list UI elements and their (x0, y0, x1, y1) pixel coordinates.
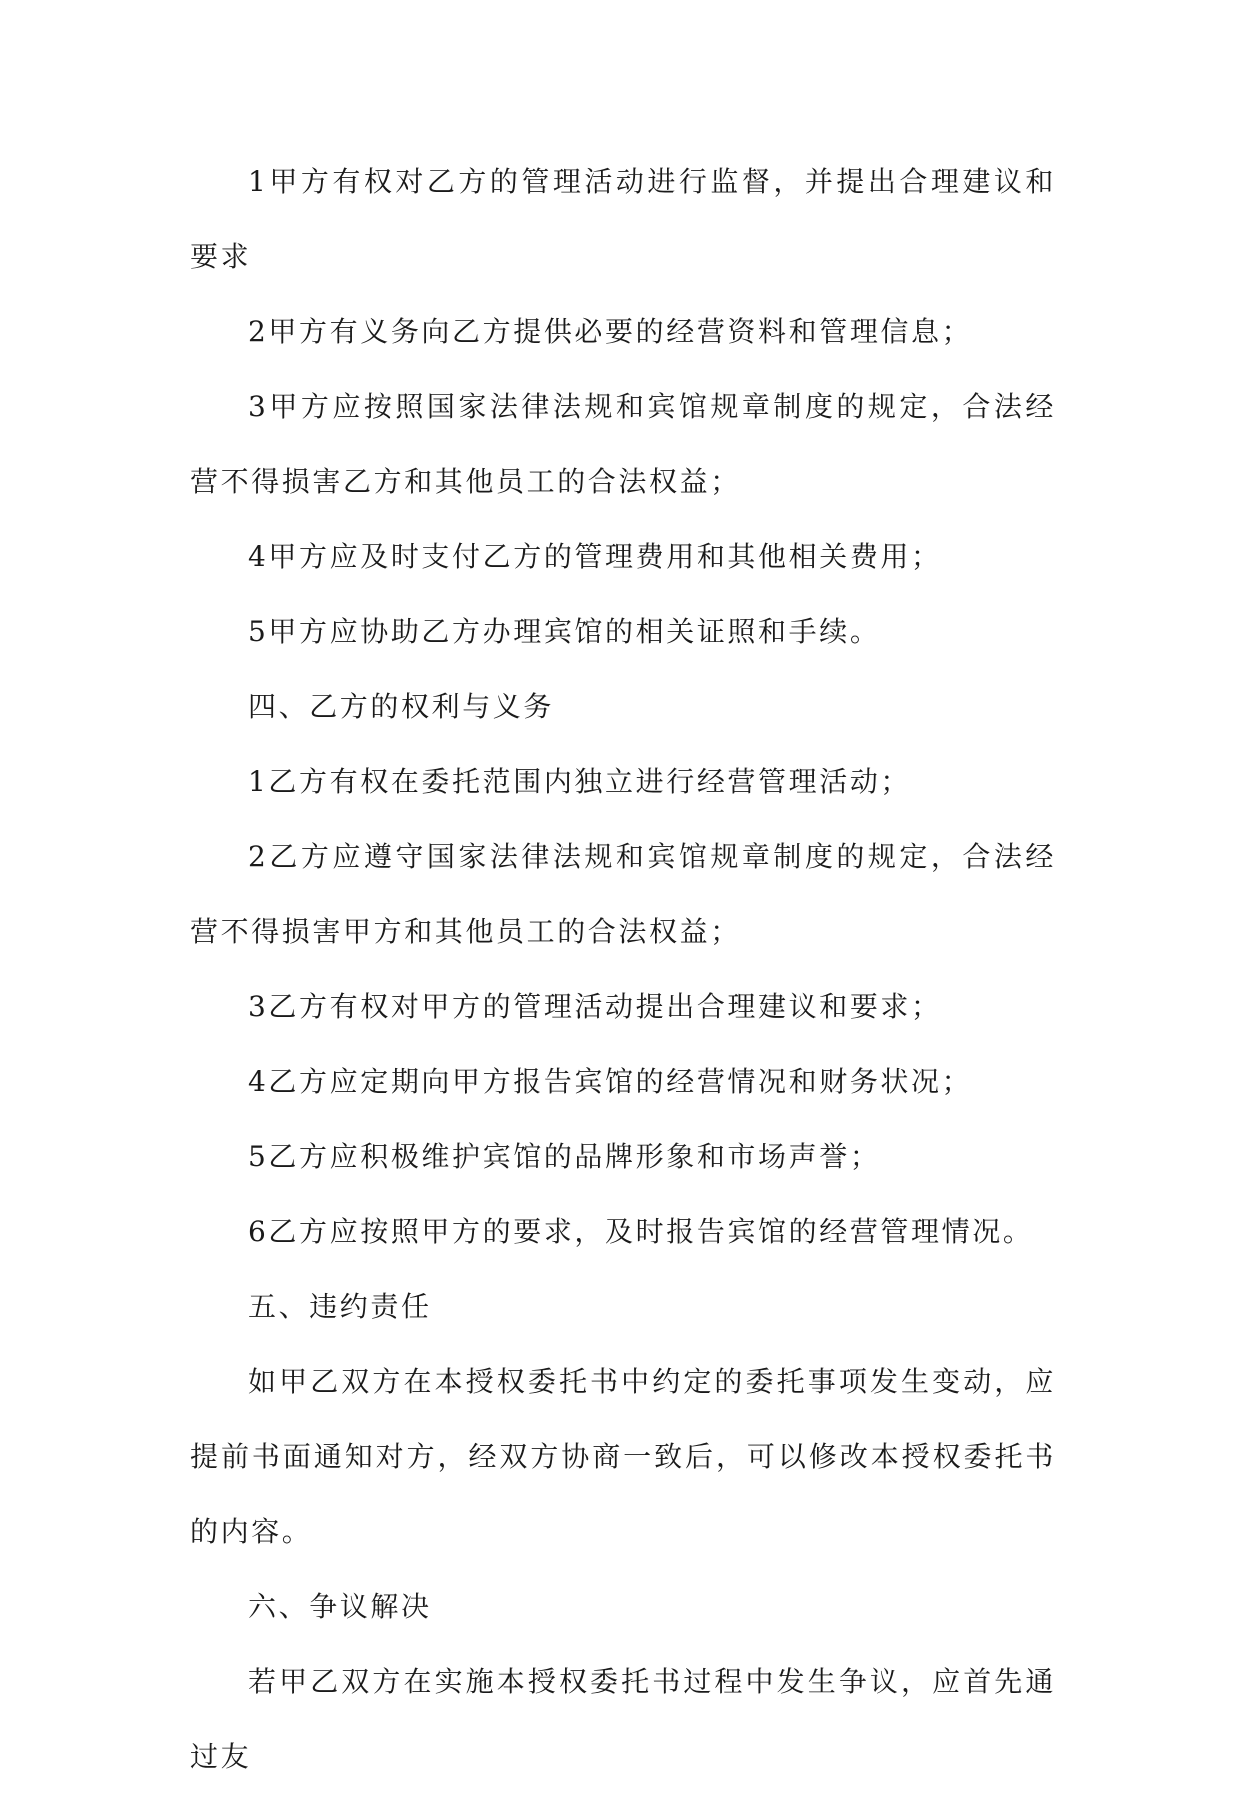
clause-party-a-5: 5甲方应协助乙方办理宾馆的相关证照和手续。 (248, 615, 881, 648)
clause-party-a-4: 4甲方应及时支付乙方的管理费用和其他相关费用； (248, 540, 942, 573)
clause-party-a-2: 2甲方有义务向乙方提供必要的经营资料和管理信息； (248, 315, 973, 348)
clause-party-a-1: 1甲方有权对乙方的管理活动进行监督，并提出合理建议和要求 (190, 165, 1056, 273)
section-heading-dispute: 六、争议解决 (248, 1590, 432, 1623)
clause-party-b-4: 4乙方应定期向甲方报告宾馆的经营情况和财务状况； (248, 1065, 973, 1098)
clause-party-b-2: 2乙方应遵守国家法律法规和宾馆规章制度的规定，合法经营不得损害甲方和其他员工的合法权益； (190, 840, 1056, 948)
section-heading-party-b: 四、乙方的权利与义务 (248, 690, 555, 723)
clause-party-b-3: 3乙方有权对甲方的管理活动提出合理建议和要求； (248, 990, 942, 1023)
clause-party-b-5: 5乙方应积极维护宾馆的品牌形象和市场声誉； (248, 1140, 881, 1173)
dispute-paragraph: 若甲乙双方在实施本授权委托书过程中发生争议，应首先通过友 (190, 1665, 1056, 1773)
clause-party-b-1: 1乙方有权在委托范围内独立进行经营管理活动； (248, 765, 912, 798)
breach-paragraph: 如甲乙双方在本授权委托书中约定的委托事项发生变动，应提前书面通知对方，经双方协商一致后，可以修改本授权委托书的内容。 (190, 1365, 1056, 1548)
clause-party-a-3: 3甲方应按照国家法律法规和宾馆规章制度的规定，合法经营不得损害乙方和其他员工的合法权益； (190, 390, 1056, 498)
section-heading-breach: 五、违约责任 (248, 1290, 432, 1323)
clause-party-b-6: 6乙方应按照甲方的要求，及时报告宾馆的经营管理情况。 (248, 1215, 1034, 1248)
document-body (190, 144, 1056, 1794)
